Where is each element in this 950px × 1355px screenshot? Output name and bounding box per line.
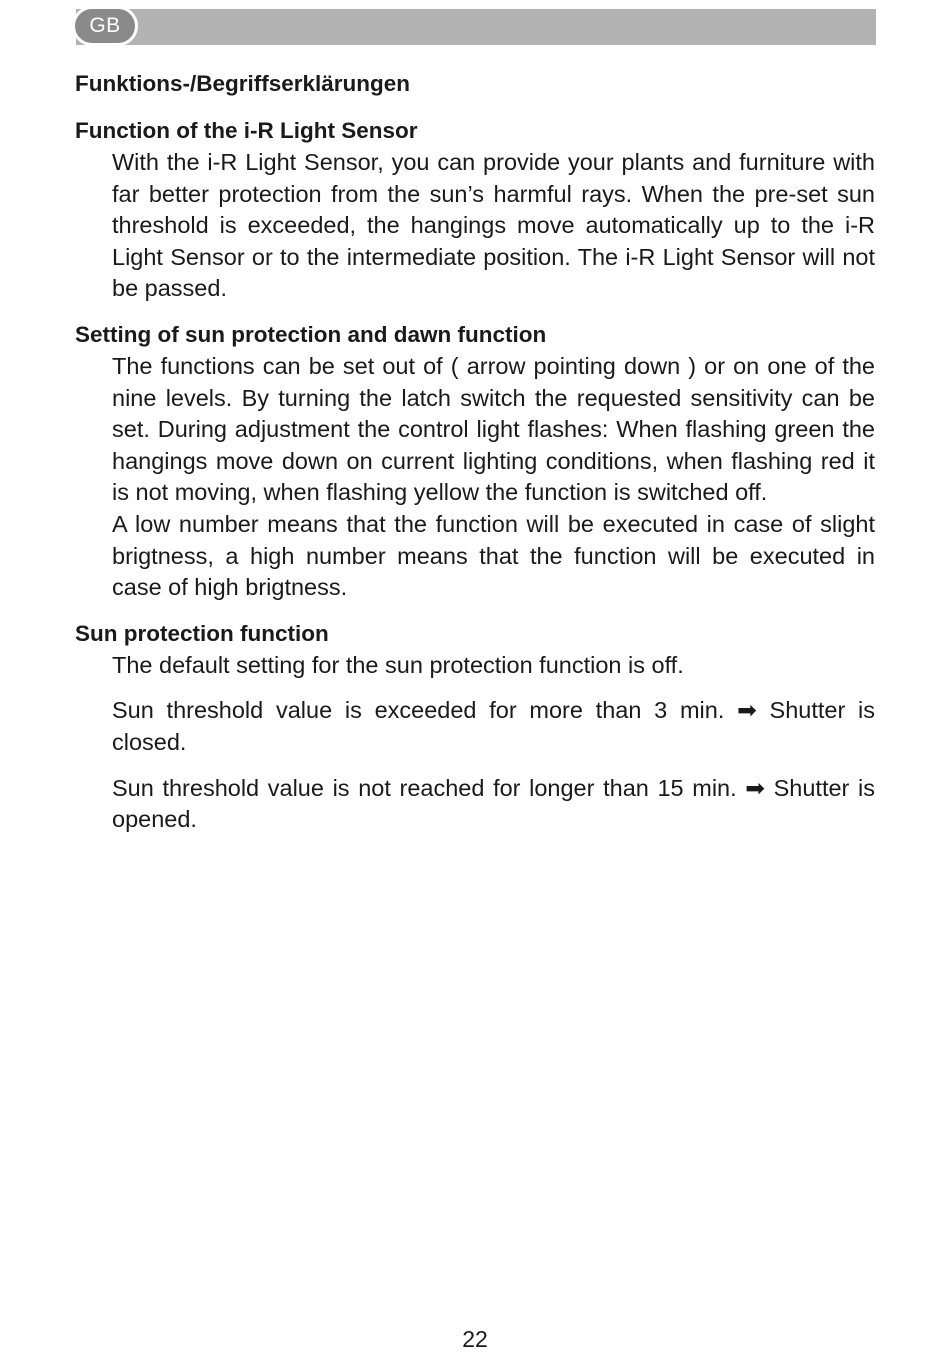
page-content <box>75 68 875 850</box>
section-sun-protection-setting <box>75 319 875 604</box>
page-title: Funktions-/Begriffserklärungen <box>75 71 411 96</box>
section-paragraph: A low number means that the function will be executed in case of slight brigtness, a high number means that the function will be executed in case of high brigtness. <box>112 510 875 601</box>
section-paragraph: Sun threshold value is not reached for longer than 15 min. ➡ Shutter is opened. <box>112 774 875 833</box>
page-number: 22 <box>462 1326 488 1352</box>
section-heading: Sun protection function <box>75 620 329 646</box>
section-paragraph: The functions can be set out of ( arrow pointing down ) or on one of the nine levels. By turning the latch switch the requested sensitivity can be set. During adjustment the control light flashes: When flashing green the hangings move down on current lighting conditions, when flashing red it is not moving, when flashing yellow the function is switched off. <box>112 352 875 506</box>
header-bar <box>76 9 876 45</box>
language-badge: GB <box>72 6 138 46</box>
section-heading: Function of the i-R Light Sensor <box>75 118 418 143</box>
section-paragraph: Sun threshold value is exceeded for more than 3 min. ➡ Shutter is closed. <box>112 697 875 755</box>
section-sun-protection-function <box>75 618 875 836</box>
section-paragraph: With the i-R Light Sensor, you can provide your plants and furniture with far better protection from the sun’s harmful rays. When the pre-set sun threshold is exceeded, the hangings move automatically up to the i-R Light Sensor or to the intermediate position. The i-R Light Sensor will not be passed. <box>112 149 875 302</box>
section-ir-light-sensor <box>75 115 875 305</box>
section-paragraph: The default setting for the sun protection function is off. <box>112 651 684 678</box>
section-heading: Setting of sun protection and dawn function <box>75 321 547 347</box>
